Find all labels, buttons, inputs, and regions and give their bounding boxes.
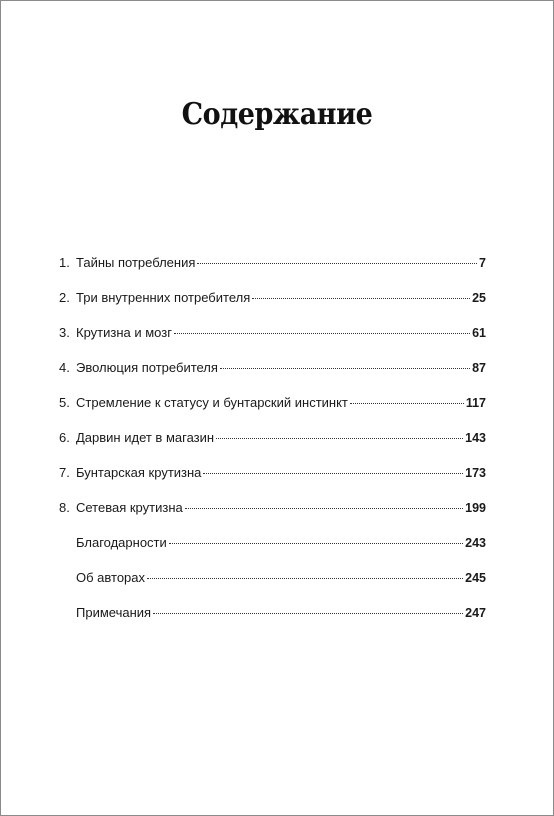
toc-entry-label: Примечания [76, 605, 152, 620]
toc-entry-label: Сетевая крутизна [76, 500, 183, 515]
toc-entry-page: 143 [465, 431, 486, 445]
toc-entry-number: 5. [59, 395, 70, 410]
toc-dot-leader [169, 543, 463, 544]
toc-dot-leader [174, 333, 470, 334]
toc-entry [59, 465, 486, 500]
page-title: Содержание [181, 97, 373, 132]
toc-entry [59, 500, 486, 535]
toc-entry-label: Об авторах [76, 570, 146, 585]
toc-entry-page: 243 [465, 536, 486, 550]
toc-dot-leader [252, 298, 470, 299]
toc-entry [59, 255, 486, 290]
toc-entry-page: 173 [465, 466, 486, 480]
toc-entry-number: 6. [59, 430, 70, 445]
toc-entry [59, 430, 486, 465]
toc-entry-page: 245 [465, 571, 486, 585]
toc-entry [59, 605, 486, 640]
toc-entry-number: 1. [59, 255, 70, 270]
toc-entry-label: Дарвин идет в магазин [76, 430, 215, 445]
toc-entry-label: Три внутренних потребителя [76, 290, 251, 305]
toc-dot-leader [203, 473, 463, 474]
toc-dot-leader [185, 508, 463, 509]
toc-entry-page: 87 [472, 361, 486, 375]
toc-dot-leader [153, 613, 463, 614]
toc-entry-label: Бунтарская крутизна [76, 465, 202, 480]
toc-dot-leader [147, 578, 463, 579]
toc-entry [59, 570, 486, 605]
toc-dot-leader [197, 263, 477, 264]
toc-entry-label: Стремление к статусу и бунтарский инстинкт [76, 395, 348, 410]
toc-entry-label: Благодарности [76, 535, 167, 550]
toc-entry-page: 61 [472, 326, 486, 340]
toc-entry-label: Эволюция потребителя [76, 360, 218, 375]
toc-entry [59, 535, 486, 570]
toc-entry-page: 7 [479, 256, 486, 270]
toc-entry-page: 247 [465, 606, 486, 620]
toc-entry-number: 4. [59, 360, 70, 375]
table-of-contents [59, 255, 486, 640]
toc-entry-number: 3. [59, 325, 70, 340]
toc-entry-number: 7. [59, 465, 70, 480]
toc-entry [59, 325, 486, 360]
toc-entry [59, 290, 486, 325]
toc-entry [59, 360, 486, 395]
toc-entry [59, 395, 486, 430]
toc-entry-label: Тайны потребления [76, 255, 196, 270]
toc-dot-leader [216, 438, 463, 439]
toc-dot-leader [350, 403, 464, 404]
toc-entry-number: 2. [59, 290, 70, 305]
toc-entry-page: 25 [472, 291, 486, 305]
toc-entry-label: Крутизна и мозг [76, 325, 172, 340]
toc-dot-leader [220, 368, 470, 369]
toc-entry-page: 199 [465, 501, 486, 515]
toc-entry-number: 8. [59, 500, 70, 515]
toc-entry-page: 117 [465, 396, 486, 410]
